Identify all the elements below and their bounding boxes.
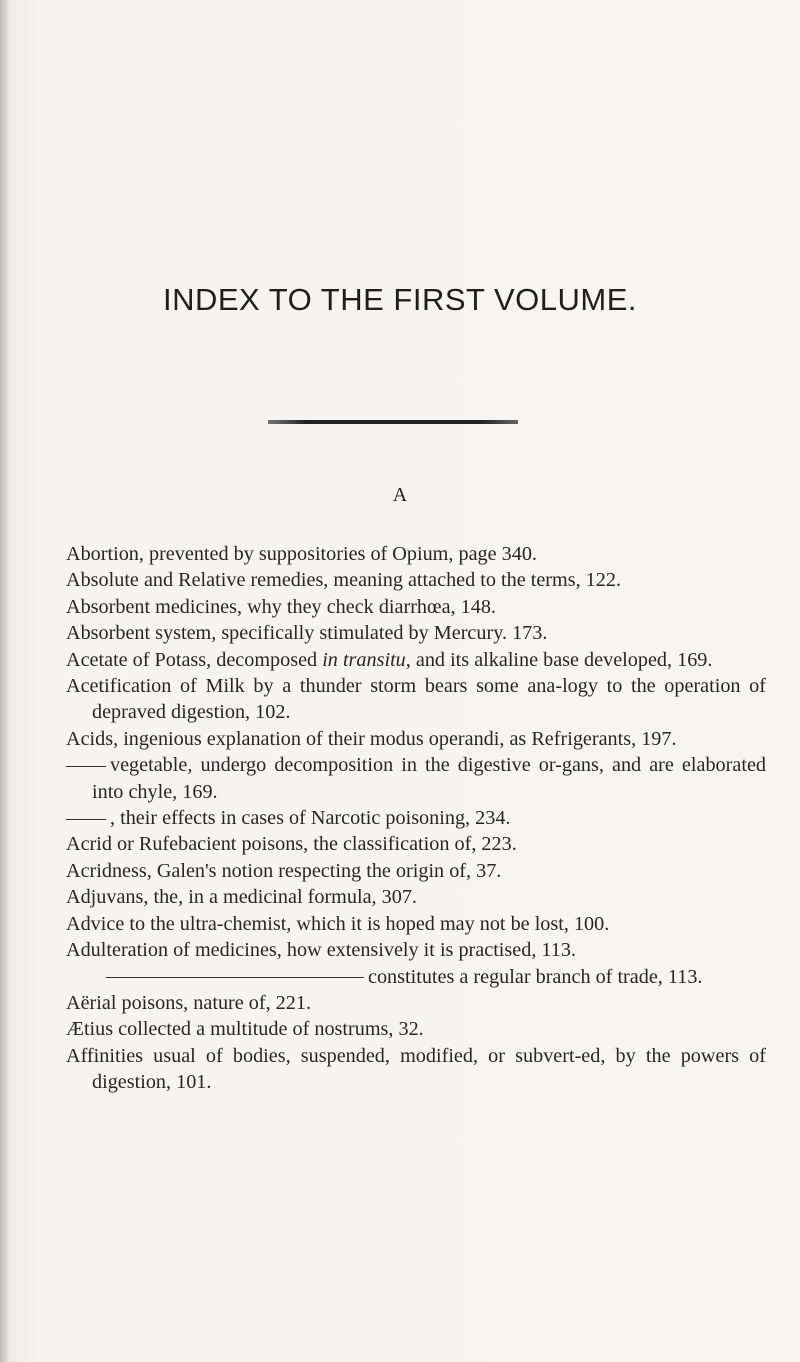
index-entry: Acids, ingenious explanation of their modus operandi, as Refrigerants, 197. xyxy=(66,727,677,750)
index-entry: Advice to the ultra-chemist, which it is hoped may not be lost, 100. xyxy=(66,912,610,935)
index-entry: Acridness, Galen's notion respecting the origin of, 37. xyxy=(66,859,502,882)
index-entries xyxy=(66,541,766,1096)
index-entry: Acrid or Rufebacient poisons, the classification of, 223. xyxy=(66,833,517,856)
index-entry: Absolute and Relative remedies, meaning attached to the terms, 122. xyxy=(66,569,621,592)
ditto-dash xyxy=(106,977,364,978)
index-entry: Affinities usual of bodies, suspended, modified, or subvert-ed, by the powers of digestion, 101. xyxy=(66,1044,766,1094)
divider-rule xyxy=(268,420,518,424)
index-heading: INDEX TO THE FIRST VOLUME. xyxy=(162,282,638,317)
index-subentry: constitutes a regular branch of trade, 113. xyxy=(66,964,766,990)
index-entry: Ætius collected a multitude of nostrums, 32. xyxy=(66,1018,424,1041)
section-letter: A xyxy=(392,484,408,506)
index-subentry: , their effects in cases of Narcotic poisoning, 234. xyxy=(66,805,766,831)
index-entry: Absorbent medicines, why they check diarrhœa, 148. xyxy=(66,595,496,618)
index-subentry: vegetable, undergo decomposition in the digestive or-gans, and are elaborated into chyle, 169. xyxy=(66,752,766,805)
index-entry: Aërial poisons, nature of, 221. xyxy=(66,991,312,1014)
index-entry: Absorbent system, specifically stimulated by Mercury. 173. xyxy=(66,622,548,645)
index-entry: Acetification of Milk by a thunder storm bears some ana-logy to the operation of depraved digestion, 102. xyxy=(66,675,766,724)
index-entry: Acetate of Potass, decomposed in transitu, and its alkaline base developed, 169. xyxy=(66,648,713,671)
index-entry: Adjuvans, the, in a medicinal formula, 307. xyxy=(66,886,417,909)
index-entry: Adulteration of medicines, how extensively it is practised, 113. xyxy=(66,939,576,962)
binding-shadow xyxy=(0,0,10,1362)
ditto-dash xyxy=(66,819,106,820)
italic-phrase: in transitu xyxy=(322,648,406,671)
index-entry: Abortion, prevented by suppositories of Opium, page 340. xyxy=(66,543,537,565)
ditto-dash xyxy=(66,766,106,767)
